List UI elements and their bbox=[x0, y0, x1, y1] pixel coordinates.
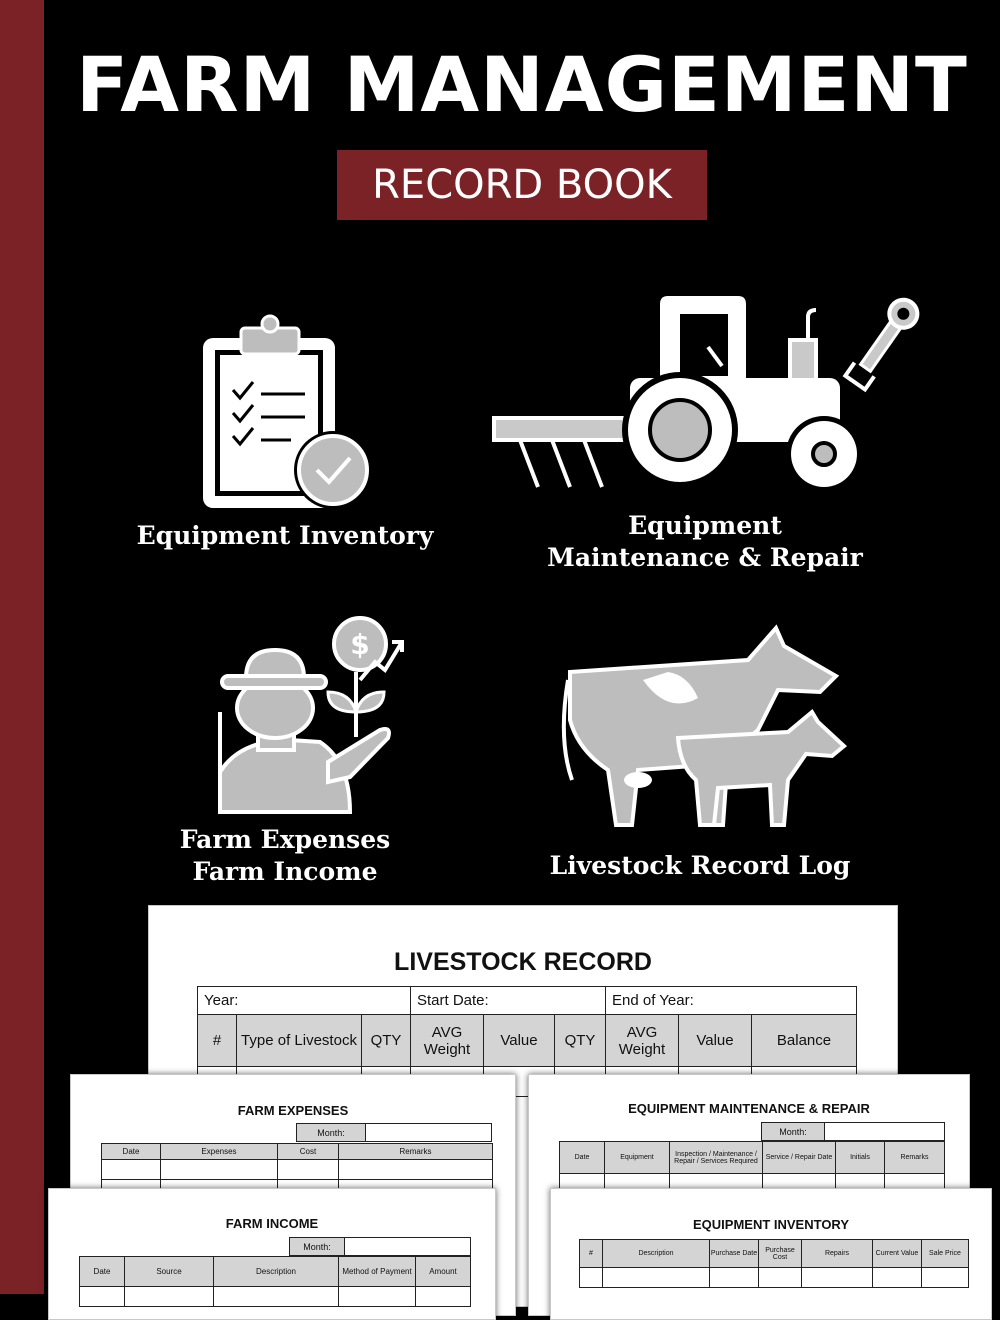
column-header: Method of Payment bbox=[339, 1257, 416, 1287]
feature-label-line: Equipment bbox=[628, 511, 782, 540]
farmer-money-plant-icon bbox=[210, 612, 410, 817]
month-field bbox=[289, 1237, 471, 1256]
meta-year: Year: bbox=[198, 987, 411, 1015]
feature-label-maintenance-repair bbox=[520, 510, 890, 574]
column-header: Purchase Cost bbox=[759, 1240, 802, 1268]
sheet-equipment-inventory bbox=[550, 1188, 992, 1320]
column-header: Value bbox=[679, 1015, 752, 1067]
column-header: # bbox=[198, 1015, 237, 1067]
feature-label-expenses-income bbox=[140, 824, 430, 888]
column-header: Sale Price bbox=[922, 1240, 969, 1268]
column-header: Purchase Date bbox=[710, 1240, 759, 1268]
column-header: AVG Weight bbox=[606, 1015, 679, 1067]
feature-label-line: Maintenance & Repair bbox=[547, 543, 863, 572]
column-header: Remarks bbox=[339, 1144, 493, 1160]
column-header: Description bbox=[603, 1240, 710, 1268]
sheet-title: LIVESTOCK RECORD bbox=[394, 948, 652, 976]
feature-label-line: Farm Expenses bbox=[179, 825, 391, 854]
month-field bbox=[296, 1123, 492, 1142]
month-label: Month: bbox=[297, 1124, 366, 1142]
cow-calf-icon bbox=[548, 620, 848, 845]
meta-end-of-year: End of Year: bbox=[606, 987, 857, 1015]
column-header: Repairs bbox=[802, 1240, 873, 1268]
column-header: Cost bbox=[278, 1144, 339, 1160]
column-header: Date bbox=[560, 1142, 605, 1174]
sheet-title: FARM INCOME bbox=[225, 1216, 319, 1231]
meta-start-date: Start Date: bbox=[411, 987, 606, 1015]
income-table bbox=[79, 1256, 471, 1307]
column-header: QTY bbox=[362, 1015, 411, 1067]
column-header: Type of Livestock bbox=[237, 1015, 362, 1067]
column-header: AVG Weight bbox=[411, 1015, 484, 1067]
month-value bbox=[345, 1238, 471, 1256]
sheet-title: EQUIPMENT MAINTENANCE & REPAIR bbox=[628, 1101, 870, 1116]
feature-label-line: Equipment Inventory bbox=[136, 521, 434, 550]
month-field bbox=[761, 1122, 945, 1141]
svg-text:$: $ bbox=[350, 628, 370, 661]
cover-subtitle-badge: RECORD BOOK bbox=[337, 150, 707, 220]
column-header: # bbox=[580, 1240, 603, 1268]
column-header: Value bbox=[484, 1015, 555, 1067]
inventory-table bbox=[579, 1239, 969, 1288]
feature-label-livestock-log bbox=[520, 850, 880, 882]
month-label: Month: bbox=[762, 1123, 825, 1141]
column-header: Date bbox=[102, 1144, 161, 1160]
book-spine-stripe bbox=[0, 0, 44, 1294]
column-header: Initials bbox=[836, 1142, 885, 1174]
column-header: Remarks bbox=[885, 1142, 945, 1174]
column-header: Amount bbox=[416, 1257, 471, 1287]
sheet-title: EQUIPMENT INVENTORY bbox=[692, 1217, 850, 1232]
column-header: Date bbox=[80, 1257, 125, 1287]
column-header: Description bbox=[214, 1257, 339, 1287]
clipboard-checklist-icon bbox=[195, 310, 380, 515]
column-header: Expenses bbox=[161, 1144, 278, 1160]
maintenance-table bbox=[559, 1141, 945, 1194]
month-value bbox=[825, 1123, 945, 1141]
sheet-title: FARM EXPENSES bbox=[237, 1103, 349, 1118]
feature-label-line: Livestock Record Log bbox=[549, 851, 851, 880]
column-header: Service / Repair Date bbox=[763, 1142, 836, 1174]
column-header: QTY bbox=[555, 1015, 606, 1067]
sheet-farm-income bbox=[48, 1188, 496, 1320]
column-header: Inspection / Maintenance / Repair / Services Required bbox=[670, 1142, 763, 1174]
cover-title: FARM MANAGEMENT bbox=[76, 40, 968, 129]
column-header: Source bbox=[125, 1257, 214, 1287]
feature-label-equipment-inventory bbox=[120, 520, 450, 552]
month-label: Month: bbox=[290, 1238, 345, 1256]
feature-label-line: Farm Income bbox=[192, 857, 378, 886]
column-header: Balance bbox=[752, 1015, 857, 1067]
column-header: Current Value bbox=[873, 1240, 922, 1268]
column-header: Equipment bbox=[605, 1142, 670, 1174]
month-value bbox=[366, 1124, 492, 1142]
tractor-wrench-icon bbox=[490, 292, 940, 497]
